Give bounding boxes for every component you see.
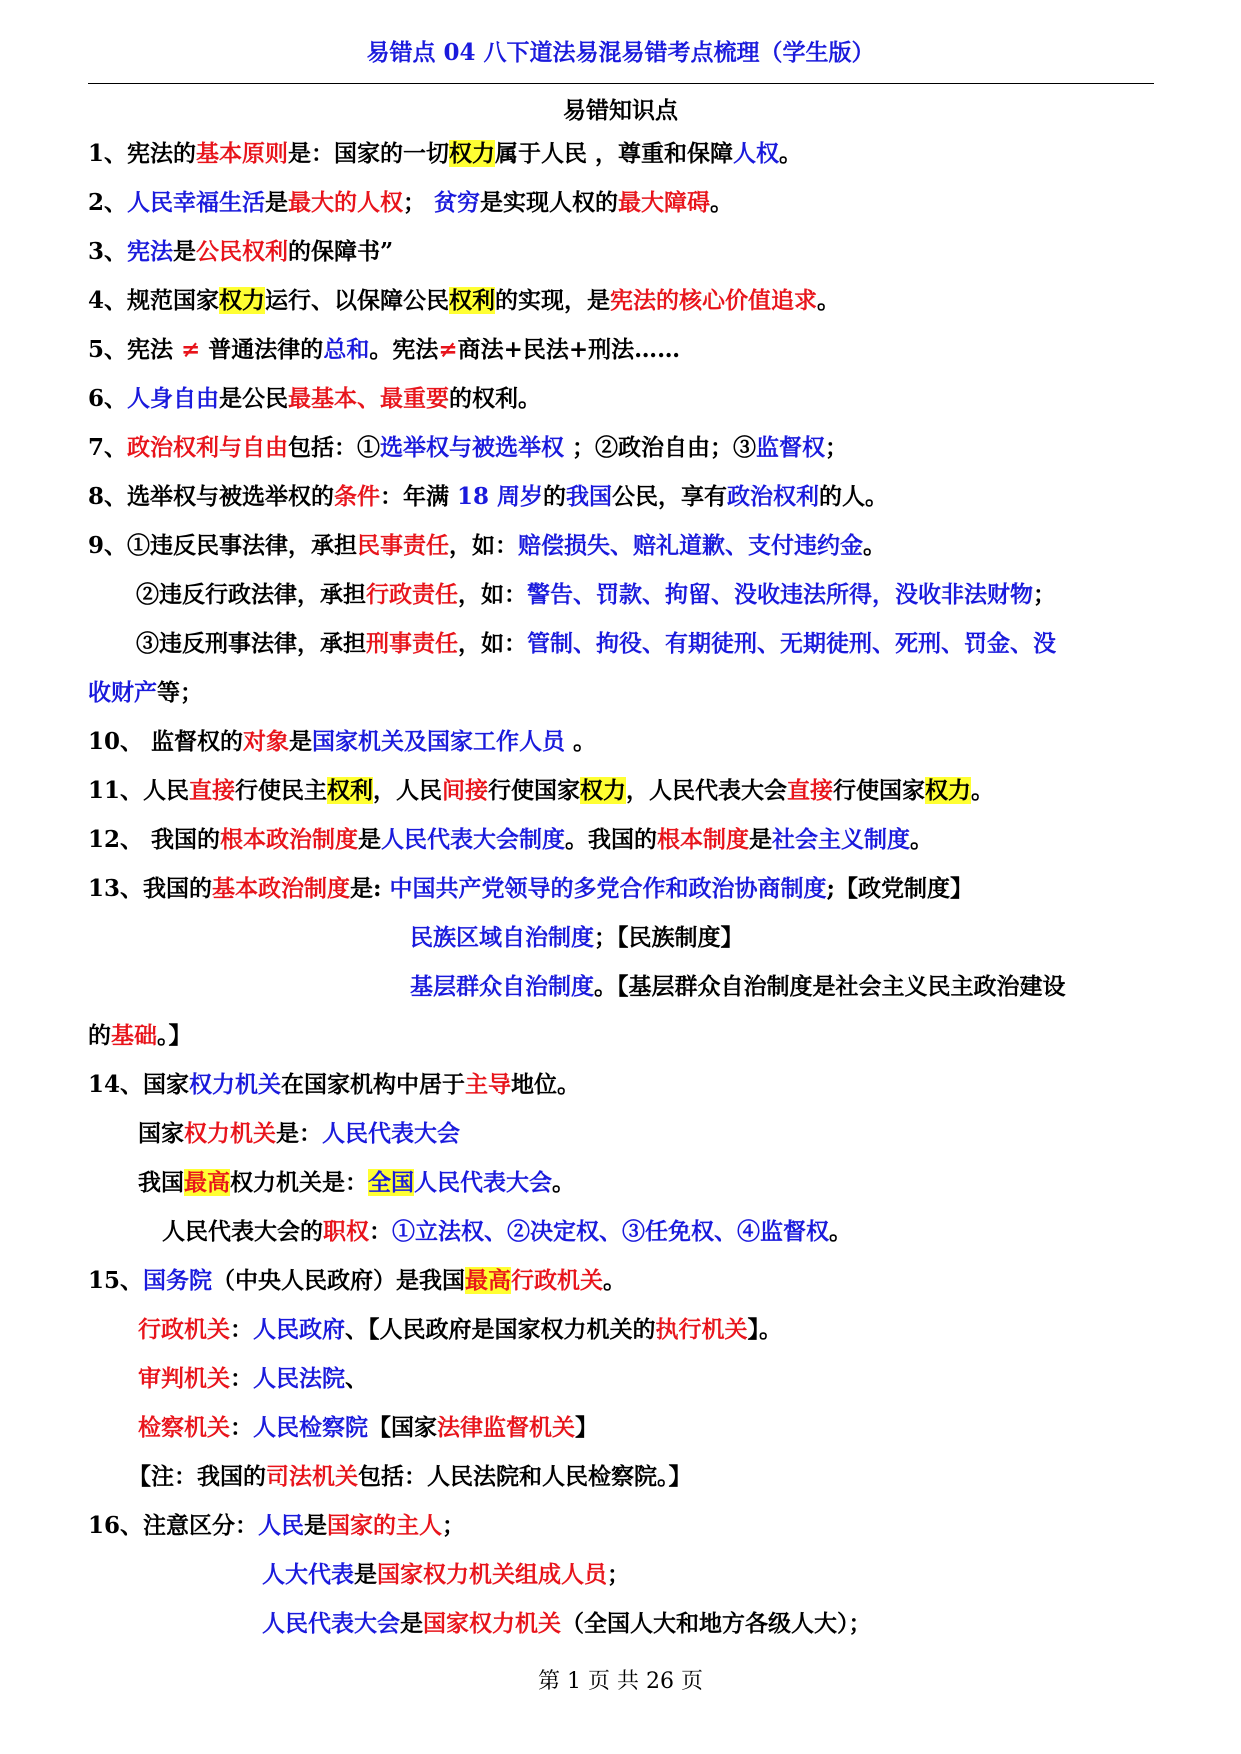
blue-keyword: 贫穷 xyxy=(434,189,481,216)
blue-keyword: 警告、罚款、拘留、没收违法所得，没收非法财物 xyxy=(527,581,1033,608)
document-title: 易错点 04 八下道法易混易错考点梳理（学生版） xyxy=(366,39,875,66)
content-line xyxy=(88,671,1158,720)
text-segment: ，人民 xyxy=(373,777,443,804)
text-segment: ，人民代表大会 xyxy=(626,777,788,804)
highlighted-text: 权力 xyxy=(580,777,627,804)
text-segment: 是公民 xyxy=(219,385,289,412)
highlighted-text: 最高 xyxy=(465,1267,512,1294)
content-line xyxy=(88,818,1158,867)
red-keyword: 国家权力机关 xyxy=(423,1610,561,1637)
blue-keyword: 权力机关 xyxy=(189,1071,282,1098)
red-keyword: 民事责任 xyxy=(357,532,450,559)
red-keyword: 公民权利 xyxy=(196,238,289,265)
blue-keyword: 监督权 xyxy=(756,434,826,461)
text-segment: 6、 xyxy=(88,385,128,412)
text-segment: 普通法律的 xyxy=(200,336,324,363)
text-segment: 。】 xyxy=(157,1022,192,1049)
blue-keyword: 我国 xyxy=(566,483,613,510)
blue-keyword: 中国共产党领导的多党合作和政治协商制度 xyxy=(389,875,827,902)
highlighted-text: 全国 xyxy=(368,1169,414,1196)
text-segment: 。 xyxy=(552,1169,575,1196)
text-segment: 。 xyxy=(603,1267,627,1294)
blue-keyword: 收财产 xyxy=(88,679,157,706)
blue-keyword: ①立法权、②决定权、③任免权、④监督权 xyxy=(392,1218,829,1245)
blue-keyword: 政治权利 xyxy=(727,483,820,510)
red-keyword: 基本政治制度 xyxy=(212,875,351,902)
blue-keyword: 赔偿损失、赔礼道歉、支付违约金 xyxy=(518,532,864,559)
text-segment: ： xyxy=(369,1218,392,1245)
text-segment: ；【民族制度】 xyxy=(594,924,744,951)
content-line xyxy=(88,475,1158,524)
red-keyword: 对象 xyxy=(243,728,290,755)
text-segment: 是 xyxy=(358,826,382,853)
text-segment: 。 xyxy=(829,1218,852,1245)
text-segment: 是 xyxy=(289,728,313,755)
text-segment: 是：国家的一切 xyxy=(288,140,450,167)
text-segment: ； xyxy=(825,434,849,461)
text-segment: ②违反行政法律，承担 xyxy=(136,581,366,608)
blue-keyword: 人民法院 xyxy=(253,1365,345,1392)
text-segment: 16、注意区分： xyxy=(88,1512,259,1539)
red-keyword: 行政责任 xyxy=(366,581,458,608)
text-segment: 行使国家 xyxy=(833,777,926,804)
text-segment: 12、 我国的 xyxy=(88,826,221,853)
text-segment: 】。 xyxy=(747,1316,782,1343)
blue-keyword: 人民代表大会制度 xyxy=(381,826,566,853)
text-segment: 14、国家 xyxy=(88,1071,190,1098)
text-segment: 5、宪法 xyxy=(88,336,182,363)
content-line xyxy=(88,769,1158,818)
red-keyword: 间接 xyxy=(442,777,489,804)
content-line xyxy=(88,377,1158,426)
blue-keyword: 人民幸福生活 xyxy=(127,189,266,216)
text-segment: 、 xyxy=(345,1365,368,1392)
red-keyword: 行政机关 xyxy=(511,1267,604,1294)
text-segment: 是 xyxy=(400,1610,423,1637)
text-segment: 。 xyxy=(910,826,934,853)
red-keyword: 基础 xyxy=(111,1022,157,1049)
blue-keyword: 人民政府 xyxy=(253,1316,345,1343)
text-segment: 行使国家 xyxy=(488,777,581,804)
blue-keyword: 人民检察院 xyxy=(253,1414,368,1441)
text-segment: ;【政党制度】 xyxy=(826,875,974,902)
content-line xyxy=(88,1602,1158,1651)
text-segment: ； xyxy=(607,1561,630,1588)
text-segment: 人民代表大会的 xyxy=(162,1218,323,1245)
red-keyword: ≠ xyxy=(438,336,458,363)
text-segment: 是 xyxy=(749,826,773,853)
text-segment: 是 xyxy=(173,238,197,265)
text-segment: ； xyxy=(442,1512,466,1539)
blue-keyword: 社会主义制度 xyxy=(772,826,911,853)
blue-keyword: 民族区域自治制度 xyxy=(410,924,594,951)
blue-keyword: 人民代表大会 xyxy=(414,1169,552,1196)
red-keyword: 基本原则 xyxy=(196,140,289,167)
red-keyword: 条件 xyxy=(334,483,381,510)
text-segment: 15、 xyxy=(88,1267,144,1294)
text-segment: 的权利。 xyxy=(449,385,542,412)
red-keyword: 行政机关 xyxy=(138,1316,230,1343)
blue-keyword: 人民 xyxy=(258,1512,305,1539)
text-segment: 属于人民 ，尊重和保障 xyxy=(495,140,734,167)
content-line xyxy=(88,1357,1158,1406)
content-line xyxy=(88,1112,1158,1161)
text-segment: 8、选举权与被选举权的 xyxy=(88,483,335,510)
red-keyword: 宪法的核心价值追求 xyxy=(610,287,818,314)
text-segment: 、【人民政府是国家权力机关的 xyxy=(345,1316,656,1343)
text-segment: 】 xyxy=(575,1414,598,1441)
text-segment: 7、 xyxy=(88,434,128,461)
text-segment: 。 xyxy=(565,728,597,755)
text-segment: ；②政治自由；③ xyxy=(564,434,757,461)
content-line xyxy=(88,1210,1158,1259)
text-segment: 包括：① xyxy=(288,434,381,461)
highlighted-text: 权力 xyxy=(219,287,266,314)
text-segment: 。 xyxy=(817,287,841,314)
text-segment: 。 xyxy=(971,777,995,804)
text-segment: 是: xyxy=(350,875,390,902)
content-line xyxy=(88,916,1158,965)
content-line xyxy=(88,328,1158,377)
content-line xyxy=(88,1259,1158,1308)
blue-keyword: 国家机关及国家工作人员 xyxy=(312,728,566,755)
content-line xyxy=(88,573,1158,622)
text-segment: ： xyxy=(230,1316,253,1343)
blue-keyword: 总和 xyxy=(323,336,370,363)
content-line xyxy=(88,1455,1158,1504)
content-line xyxy=(88,965,1158,1014)
text-segment: 【注：我国的 xyxy=(128,1463,266,1490)
text-segment: 。 xyxy=(863,532,887,559)
red-keyword: 根本政治制度 xyxy=(220,826,359,853)
content-line xyxy=(88,1014,1158,1063)
section-title: 易错知识点 xyxy=(563,97,678,124)
text-segment: ，如： xyxy=(449,532,519,559)
text-segment: 商法+民法+刑法…… xyxy=(457,336,681,363)
text-segment: 。 xyxy=(779,140,803,167)
text-segment: 的 xyxy=(543,483,567,510)
text-segment: 是 xyxy=(265,189,289,216)
text-segment: 包括：人民法院和人民检察院。】 xyxy=(358,1463,692,1490)
content-line xyxy=(88,132,1158,181)
text-segment: 权力机关是： xyxy=(230,1169,368,1196)
text-segment: 的保障书” xyxy=(288,238,394,265)
blue-keyword: 人身自由 xyxy=(127,385,220,412)
red-keyword: 法律监督机关 xyxy=(437,1414,575,1441)
blue-keyword: 人大代表 xyxy=(262,1561,354,1588)
highlighted-text: 权利 xyxy=(327,777,374,804)
text-segment: 是 xyxy=(304,1512,328,1539)
red-keyword: 主导 xyxy=(465,1071,512,1098)
text-segment: 是实现人权的 xyxy=(480,189,619,216)
content-line xyxy=(88,1308,1158,1357)
red-keyword: 刑事责任 xyxy=(366,630,458,657)
highlighted-text: 权力 xyxy=(449,140,496,167)
text-segment: （全国人大和地方各级人大）； xyxy=(561,1610,872,1637)
text-segment: 是： xyxy=(276,1120,322,1147)
text-segment: 11、人民 xyxy=(88,777,190,804)
content-line xyxy=(88,230,1158,279)
content-line xyxy=(88,720,1158,769)
text-segment: 。【基层群众自治制度是社会主义民主政治建设 xyxy=(594,973,1066,1000)
red-keyword: 职权 xyxy=(323,1218,369,1245)
red-keyword: 政治权利与自由 xyxy=(127,434,289,461)
text-segment: ； xyxy=(1033,581,1056,608)
text-segment: 地位。 xyxy=(511,1071,581,1098)
text-segment: 1、宪法的 xyxy=(88,140,197,167)
content-line xyxy=(88,622,1158,671)
text-segment: 4、规范国家 xyxy=(88,287,220,314)
blue-keyword: 国务院 xyxy=(143,1267,213,1294)
text-segment: 国家 xyxy=(138,1120,184,1147)
red-keyword: 根本制度 xyxy=(657,826,750,853)
red-keyword: 国家的主人 xyxy=(327,1512,443,1539)
content-line xyxy=(88,1406,1158,1455)
red-keyword: 审判机关 xyxy=(138,1365,230,1392)
red-keyword: 直接 xyxy=(189,777,236,804)
blue-keyword: 基层群众自治制度 xyxy=(410,973,594,1000)
content-body xyxy=(88,132,1158,1651)
text-segment: 。 xyxy=(710,189,734,216)
text-segment: 10、 监督权的 xyxy=(88,728,244,755)
blue-keyword: 选举权与被选举权 xyxy=(380,434,565,461)
text-segment: ： xyxy=(230,1365,253,1392)
text-segment: ，如： xyxy=(458,630,527,657)
text-segment: 【国家 xyxy=(368,1414,437,1441)
text-segment: 行使民主 xyxy=(235,777,328,804)
text-segment: （中央人民政府）是我国 xyxy=(212,1267,466,1294)
blue-keyword: 18 周岁 xyxy=(457,483,544,510)
text-segment: 在国家机构中居于 xyxy=(281,1071,466,1098)
content-line xyxy=(88,426,1158,475)
content-line xyxy=(88,279,1158,328)
text-segment: 运行、以保障公民 xyxy=(265,287,450,314)
content-line xyxy=(88,181,1158,230)
red-keyword: 权力机关 xyxy=(184,1120,276,1147)
red-keyword: 执行机关 xyxy=(655,1316,748,1343)
content-line xyxy=(88,1553,1158,1602)
text-segment: 2、 xyxy=(88,189,128,216)
red-keyword: ≠ xyxy=(181,336,201,363)
red-keyword: 检察机关 xyxy=(138,1414,230,1441)
text-segment: 是 xyxy=(354,1561,377,1588)
content-line xyxy=(88,1504,1158,1553)
blue-keyword: 管制、拘役、有期徒刑、无期徒刑、死刑、罚金、没 xyxy=(527,630,1056,657)
page-footer: 第 1 页 共 26 页 xyxy=(538,1669,703,1694)
red-keyword: 最大的人权 xyxy=(288,189,404,216)
content-line xyxy=(88,524,1158,573)
text-segment: 等； xyxy=(157,679,203,706)
text-segment: 的 xyxy=(88,1022,111,1049)
content-line xyxy=(88,1161,1158,1210)
text-segment: 。宪法 xyxy=(369,336,439,363)
text-segment: 的人。 xyxy=(819,483,889,510)
text-segment: ：年满 xyxy=(380,483,458,510)
text-segment: ，如： xyxy=(458,581,527,608)
red-keyword: 最基本、最重要 xyxy=(288,385,450,412)
text-segment: ； xyxy=(403,189,435,216)
text-segment: 的实现，是 xyxy=(495,287,611,314)
text-segment: ③违反刑事法律，承担 xyxy=(136,630,366,657)
highlighted-text: 权力 xyxy=(925,777,972,804)
text-segment: 公民，享有 xyxy=(612,483,728,510)
text-segment: 3、 xyxy=(88,238,128,265)
blue-keyword: 宪法 xyxy=(127,238,174,265)
blue-keyword: 人民代表大会 xyxy=(322,1120,460,1147)
red-keyword: 最大障碍 xyxy=(618,189,711,216)
blue-keyword: 人权 xyxy=(733,140,780,167)
red-keyword: 直接 xyxy=(787,777,834,804)
text-segment: 我国 xyxy=(138,1169,184,1196)
highlighted-text: 权利 xyxy=(449,287,496,314)
text-segment: 13、我国的 xyxy=(88,875,213,902)
text-segment: ： xyxy=(230,1414,253,1441)
content-line xyxy=(88,1063,1158,1112)
text-segment: 。我国的 xyxy=(565,826,658,853)
text-segment: 9、①违反民事法律，承担 xyxy=(88,532,358,559)
content-line xyxy=(88,867,1158,916)
red-keyword: 司法机关 xyxy=(266,1463,358,1490)
highlighted-text: 最高 xyxy=(184,1169,230,1196)
blue-keyword: 人民代表大会 xyxy=(262,1610,400,1637)
header-divider xyxy=(88,83,1154,84)
red-keyword: 国家权力机关组成人员 xyxy=(377,1561,607,1588)
